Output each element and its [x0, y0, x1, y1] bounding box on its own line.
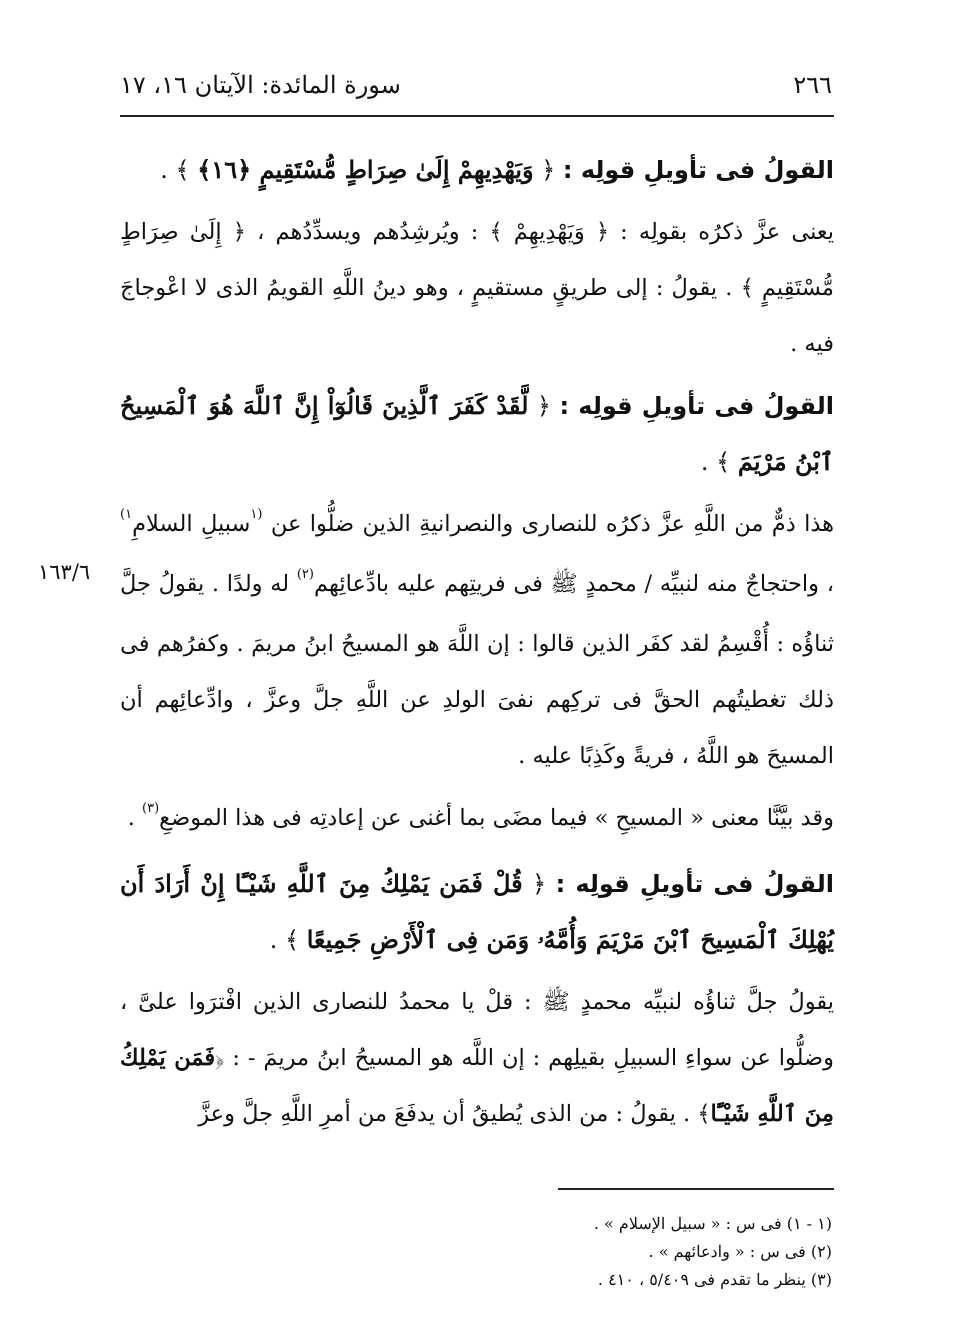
page-number: ٢٦٦ [793, 71, 832, 99]
text-run: وقد بيَّنَّا معنى « المسيحِ » فيما مضَى بما أغنى عن إعادتِه فى هذا الموضعِ [159, 805, 834, 831]
footnote-ref: ١) [120, 507, 133, 522]
footnote-rule [558, 1188, 834, 1190]
quran-close-bracket: ﴾ . [700, 448, 731, 476]
footnotes [400, 1210, 832, 1294]
commentary-paragraph [120, 974, 834, 1142]
quran-open-bracket: ﴿ [541, 156, 556, 184]
quran-quote: فَمَن يَمْلِكُ مِنَ ٱللَّهِ شَيْـًٔا [120, 1045, 834, 1127]
quran-verse: وَيَهْدِيهِمْ إِلَىٰ صِرَاطٍ مُّسْتَقِيمٍ ﴿١٦﴾ [197, 155, 534, 184]
commentary-paragraph: يعنى عزَّ ذكرُه بقولِه : ﴿ وَيَهْدِيهِمْ ﴾ : ويُرشِدُهم ويسدِّدُهم ، ﴿ إِلَىٰ صِرَاطٍ مُّسْتَقِيمٍ ﴾ . يقولُ : إلى طريقٍ مستقيمٍ ، وهو دينُ اللَّهِ القويمُ الذى لا اعْوجاجَ فيه . [120, 219, 834, 357]
quran-open-bracket: ﴿ [215, 1045, 225, 1071]
running-head [120, 60, 832, 110]
quran-close-bracket: ﴾ [697, 1101, 711, 1127]
quran-close-bracket: ﴾ . [160, 156, 190, 184]
footnote: (٣) ينظر ما تقدم فى ٥/٤٠٩ ، ٤١٠ . [597, 1270, 832, 1289]
footnote-ref: (٣) [142, 801, 160, 816]
text-run: يقولُ جلَّ ثناؤُه لنبيِّه محمدٍ ﷺ : قلْ يا محمدُ للنصارى الذين افْترَوا علىَّ ، وضلُّوا عن سواءِ السبيلِ بقيلِهم : إن اللَّه هو المسيحُ ابنُ مريمَ - : [120, 989, 834, 1071]
heading-label: القولُ فى تأويلِ قولِه : [562, 156, 834, 184]
footnote-ref: (٢) [296, 567, 314, 582]
section-heading [120, 378, 834, 490]
footnote: (٢) فى س : « وادعائهم » . [648, 1242, 832, 1261]
heading-label: القولُ فى تأويلِ قولِه : [559, 392, 834, 420]
heading-label: القولُ فى تأويلِ قولِه : [555, 870, 834, 898]
header-rule [120, 115, 834, 117]
running-title: سورة المائدة: الآيتان ١٦، ١٧ [120, 71, 401, 99]
text-run: هذا ذمٌّ من اللَّهِ عزَّ ذكرُه للنصارى والنصرانيةِ الذين ضلُّوا عن [262, 511, 834, 537]
text-run: . يقولُ : من الذى يُطيقُ أن يدفَعَ من أمرِ اللَّهِ جلَّ وعزَّ [198, 1101, 698, 1127]
text-run: . [127, 805, 143, 831]
quran-verse: قُلْ فَمَن يَمْلِكُ مِنَ ٱللَّهِ شَيْـًٔا إِنْ أَرَادَ أَن يُهْلِكَ ٱلْمَسِيحَ ٱبْنَ مَرْيَمَ وَأُمَّهُۥ وَمَن فِى ٱلْأَرْضِ جَمِيعًا [120, 869, 834, 954]
footnote-ref: (١ [250, 507, 263, 522]
section-heading [120, 856, 834, 968]
quran-verse: لَّقَدْ كَفَرَ ٱلَّذِينَ قَالُوٓاْ إِنَّ ٱللَّهَ هُوَ ٱلْمَسِيحُ ٱبْنُ مَرْيَمَ [120, 391, 834, 476]
main-text [120, 142, 834, 1148]
footnote: (١ - ١) فى س : « سبيل الإسلام » . [593, 1214, 832, 1233]
quran-open-bracket: ﴿ [536, 392, 551, 420]
commentary-paragraph [120, 790, 834, 850]
section-heading [120, 142, 834, 198]
quran-open-bracket: ﴿ [532, 870, 547, 898]
text-run: له ولدًا . يقولُ جلَّ ثناؤُه : أُقْسِمُ لقد كفَر الذين قالوا : إن اللَّهَ هو المسيحُ ابنُ مريمَ . وكفرُهم فى ذلك تغطيتُهم الحقَّ فى تركِهم نفىَ الولدِ عن اللَّهِ جلَّ وعزَّ ، وادِّعائِهم أن المسيحَ هو اللَّهُ ، فريةً وكَذِبًا عليه . [120, 571, 834, 769]
quran-close-bracket: ﴾ . [269, 926, 300, 954]
text-run: سبيلِ السلامِ [132, 511, 251, 537]
text-run: ، واحتجاجٌ منه لنبيِّه / محمدٍ ﷺ فى فريتِهم عليه بادِّعائِهم [313, 571, 834, 597]
margin-reference: ١٦٣/٦ [38, 560, 91, 584]
commentary-paragraph [120, 496, 834, 784]
